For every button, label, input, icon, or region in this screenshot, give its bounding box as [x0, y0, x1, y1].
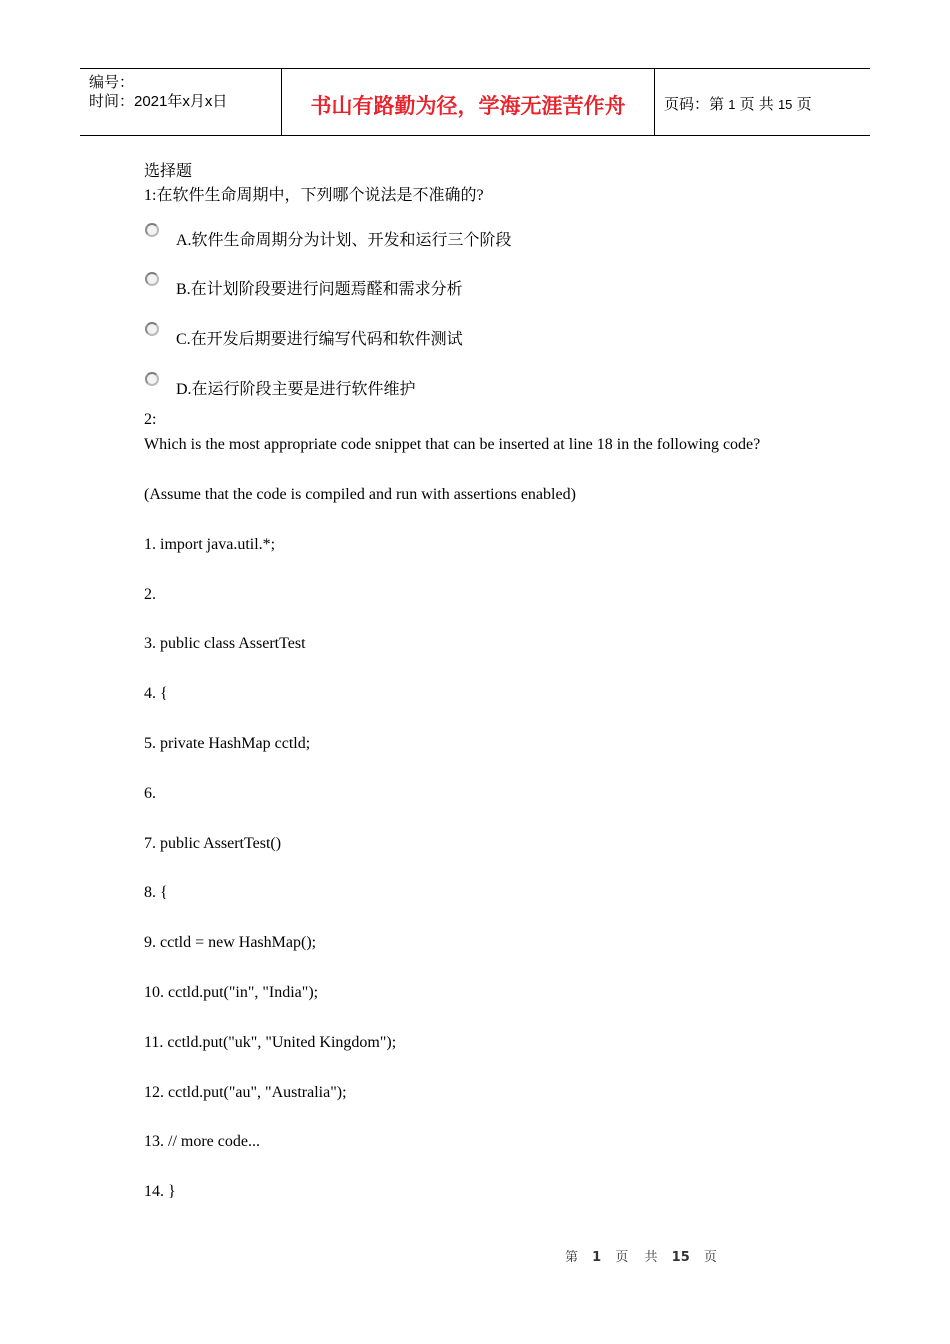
code-line-3: 3. public class AssertTest [144, 635, 306, 652]
footer-di: 第 [565, 1250, 579, 1265]
page-suffix: 页 [796, 96, 812, 113]
footer-ye: 页 [615, 1250, 629, 1265]
header-page-info [664, 93, 812, 114]
code-line-5: 5. private HashMap cctld; [144, 735, 311, 752]
footer-gong: 共 [644, 1250, 658, 1265]
footer-total-pages: 15 [671, 1250, 690, 1265]
code-line-6: 6. [144, 785, 156, 802]
option-label: C.在开发后期要进行编写代码和软件测试 [176, 331, 463, 348]
page-prefix: 页码：第 [664, 96, 725, 113]
code-line-9: 9. cctld = new HashMap(); [144, 934, 317, 951]
header-meta-cell [80, 69, 282, 135]
serial-label: 编号： [89, 74, 135, 91]
code-line-4: 4. { [144, 685, 168, 702]
code-line-8: 8. { [144, 884, 168, 901]
option-label: A.软件生命周期分为计划、开发和运行三个阶段 [176, 232, 512, 249]
header-page-cell [655, 69, 870, 135]
code-line-10: 10. cctld.put("in", "India"); [144, 984, 319, 1001]
radio-button-icon[interactable] [145, 223, 159, 237]
date-label: 时间：2021年x月x日 [89, 93, 228, 110]
code-line-14: 14. } [144, 1183, 176, 1200]
page-mid: 页 共 [739, 96, 774, 113]
question-1-stem: 1:在软件生命周期中，下列哪个说法是不准确的? [144, 187, 484, 204]
question-2-assumption: (Assume that the code is compiled and run with assertions enabled) [144, 486, 576, 503]
radio-button-icon[interactable] [145, 322, 159, 336]
page-current: 1 [728, 97, 736, 112]
code-line-12: 12. cctld.put("au", "Australia"); [144, 1084, 347, 1101]
header-table [80, 68, 870, 136]
footer-ye2: 页 [703, 1250, 717, 1265]
section-title: 选择题 [144, 163, 193, 180]
page-footer [563, 1246, 719, 1265]
radio-button-icon[interactable] [145, 372, 159, 386]
code-line-11: 11. cctld.put("uk", "United Kingdom"); [144, 1034, 397, 1051]
option-label: D.在运行阶段主要是进行软件维护 [176, 381, 416, 398]
header-motto-cell [282, 69, 655, 135]
code-line-7: 7. public AssertTest() [144, 835, 282, 852]
question-2-stem: Which is the most appropriate code snippet that can be inserted at line 18 in the following code? [144, 436, 761, 453]
radio-button-icon[interactable] [145, 272, 159, 286]
page-total: 15 [777, 97, 793, 112]
code-line-1: 1. import java.util.*; [144, 536, 276, 553]
option-label: B.在计划阶段要进行问题焉醛和需求分析 [176, 281, 463, 298]
code-line-2: 2. [144, 586, 156, 603]
footer-current-page: 1 [592, 1250, 602, 1265]
code-line-13: 13. // more code... [144, 1133, 260, 1150]
question-2-number: 2: [144, 411, 157, 428]
motto-text: 书山有路勤为径，学海无涯苦作舟 [310, 94, 626, 118]
